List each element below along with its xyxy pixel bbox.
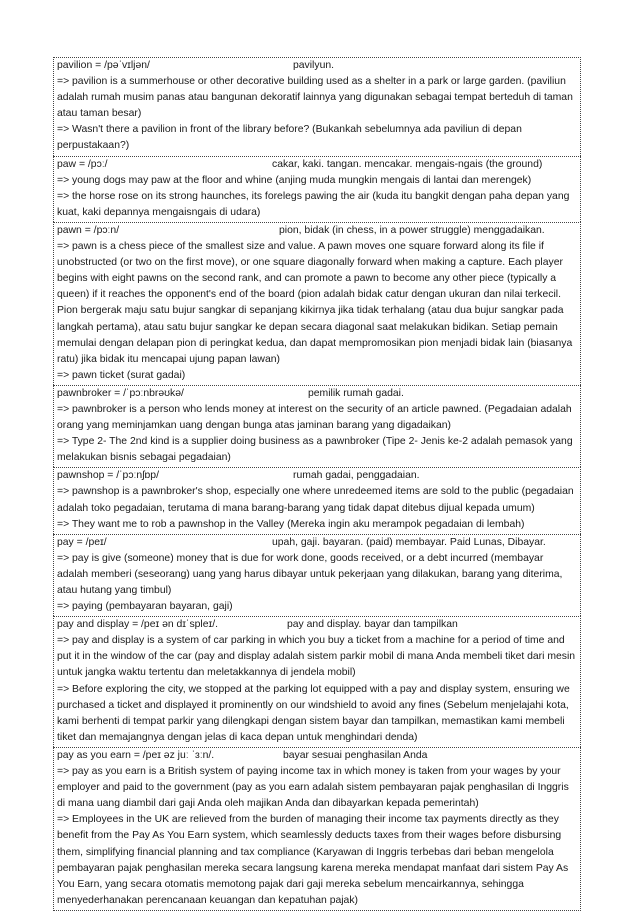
entry-term: pawnbroker = /ˈpɔːnbrəʊkə/ — [57, 387, 184, 399]
entry-headline — [57, 468, 577, 484]
dictionary-entry — [53, 616, 581, 747]
entry-headline — [57, 617, 577, 633]
dictionary-entry — [53, 156, 581, 222]
dictionary-entry — [53, 747, 581, 911]
entry-paragraph: => Before exploring the city, we stopped at the parking lot equipped with a pay and display system, ensuring we purchased a ticket and displayed it prominently on our windshield to avoid any fines (Sebelum menjelajahi kota, kami berhenti di tempat parkir yang dilengkapi dengan sistem bayar dan tampilkan, memastikan kami membeli tiket dan memajangnya dengan jelas di kaca depan untuk menghindari denda) — [57, 683, 570, 743]
entry-paragraph: => They want me to rob a pawnshop in the Valley (Mereka ingin aku merampok pegadaian di lembah) — [57, 518, 525, 530]
entry-paragraph: => pay and display is a system of car parking in which you buy a ticket from a machine for a period of time and put it in the window of the car (pay and display adalah sistem parkir mobil di mana Anda membeli tiket dari mesin untuk jangka waktu tertentu dan meletakkannya di jendela mobil) — [57, 635, 576, 679]
dictionary-entry — [53, 385, 581, 467]
entry-translation: cakar, kaki. tangan. mencakar. mengais-ngais (the ground) — [272, 158, 543, 170]
entry-translation: pavilyun. — [293, 60, 335, 71]
entry-headline — [57, 386, 577, 402]
entry-paragraph: => pawn ticket (surat gadai) — [57, 369, 186, 381]
entry-paragraph: => pawnbroker is a person who lends money at interest on the security of an article pawned. (Pegadaian adalah orang yang meminjamkan uang dengan bunga atas jaminan barang yang digadaikan) — [57, 403, 572, 432]
entry-term: pawnshop = /ˈpɔːnʃɒp/ — [57, 470, 159, 482]
entry-translation: upah, gaji. bayaran. (paid) membayar. Paid Lunas, Dibayar. — [272, 536, 546, 548]
entry-term: pavilion = /pəˈvɪljən/ — [57, 60, 150, 71]
entry-paragraph: => the horse rose on its strong haunches, its forelegs pawing the air (kuda itu bangkit dengan paha depan yang kuat, kaki depannya mengaisngais di udara) — [57, 190, 570, 218]
entry-headline — [57, 535, 577, 551]
entry-headline — [57, 748, 577, 764]
dictionary-entry — [53, 534, 581, 616]
entry-paragraph: => pay is give (someone) money that is due for work done, goods received, or a debt incurred (membayar adalah memberi (seseorang) uang yang harus dibayar untuk pekerjaan yang dilakukan, barang yang diterima, atau hutang yang timbul) — [57, 552, 563, 596]
entry-term: pay = /peɪ/ — [57, 536, 107, 548]
dictionary-page — [53, 57, 581, 911]
entry-paragraph: => pawnshop is a pawnbroker's shop, especially one where unredeemed items are sold to the public (pegadaian adalah toko pegadaian, terutama di mana barang-barang yang tidak dapat ditebus dijual kepada umum) — [57, 486, 574, 514]
entry-paragraph: => paying (pembayaran bayaran, gaji) — [57, 601, 233, 613]
entry-translation: bayar sesuai penghasilan Anda — [283, 749, 428, 761]
entry-translation: pion, bidak (in chess, in a power struggle) menggadaikan. — [279, 224, 545, 236]
entry-headline — [57, 58, 577, 74]
entry-headline — [57, 157, 577, 173]
entry-term: pay as you earn = /peɪ əz juː ˈɜːn/. — [57, 749, 215, 761]
entry-term: pawn = /pɔːn/ — [57, 224, 120, 236]
entry-paragraph: => pavilion is a summerhouse or other decorative building used as a shelter in a park or large garden. (paviliun adalah rumah musim panas atau bangunan dekoratif lainnya yang digunakan sebagai tempat berteduh di taman atau taman besar) — [57, 76, 573, 120]
entry-paragraph: => pawn is a chess piece of the smallest size and value. A pawn moves one square forward along its file if unobstructed (or two on the first move), or one square diagonally forward when making a capture. Each player begins with eight pawns on the second rank, and can promote a pawn to become any other piece (typically a queen) if it reaches the opponent's end of the board (pion adalah bidak catur dengan ukuran dan nilai terkecil. Pion bergerak maju satu bujur sangkar di sepanjang kikirnya jika tidak terhalang (atau dua bujur sangkar pada langkah pertama), atau satu bujur sangkar ke depan secara diagonal saat melakukan bidikan. Setiap pemain memulai dengan delapan pion di peringkat kedua, dan dapat mempromosikan pion menjadi bidak lain (biasanya ratu) jika bidak itu mencapai ujung papan lawan) — [57, 241, 573, 365]
entry-paragraph: => young dogs may paw at the floor and whine (anjing muda mungkin mengais di lantai dan merengek) — [57, 174, 532, 186]
entry-paragraph: => pay as you earn is a British system of paying income tax in which money is taken from your wages by your employer and paid to the government (pay as you earn adalah sistem pembayaran pajak penghasilan di Inggris di mana uang diambil dari gaji Anda oleh majikan Anda dan dibayarkan kepada pemerintah) — [57, 766, 569, 810]
dictionary-entry — [53, 222, 581, 385]
entry-paragraph: => Employees in the UK are relieved from the burden of managing their income tax payments directly as they benefit from the Pay As You Earn system, which seamlessly deducts taxes from their wages before disbursing them, simplifying financial planning and tax compliance (Karyawan di Inggris terbebas dari beban mengelola pembayaran pajak penghasilan mereka secara langsung karena mereka mendapat manfaat dari sistem Pay As You Earn, yang secara otomatis memotong pajak dari gaji mereka sebelum mencairkannya, sehingga menyederhanakan perencanaan keuangan dan kepatuhan pajak) — [57, 814, 569, 906]
entry-term: paw = /pɔː/ — [57, 158, 108, 170]
entry-translation: pemilik rumah gadai. — [308, 387, 404, 399]
entry-translation: rumah gadai, penggadaian. — [293, 470, 420, 482]
entry-term: pay and display = /peɪ ən dɪˈspleɪ/. — [57, 619, 218, 631]
entry-paragraph: => Type 2- The 2nd kind is a supplier doing business as a pawnbroker (Tipe 2- Jenis ke-2 adalah pemasok yang melakukan bisnis sebagai pegadaian) — [57, 436, 573, 464]
entry-translation: pay and display. bayar dan tampilkan — [287, 619, 458, 631]
dictionary-entry — [53, 467, 581, 533]
dictionary-entry — [53, 57, 581, 156]
entry-headline — [57, 223, 577, 239]
entry-paragraph: => Wasn't there a pavilion in front of the library before? (Bukankah sebelumnya ada paviliun di depan perpustakaan?) — [57, 124, 522, 152]
